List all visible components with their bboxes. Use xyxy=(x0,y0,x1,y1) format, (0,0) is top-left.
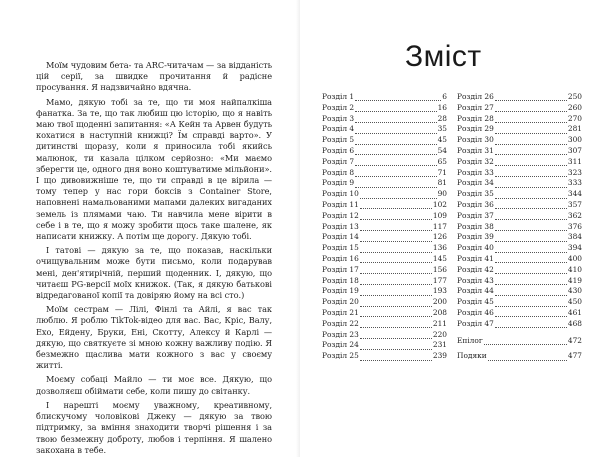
toc-entry-page-number: 71 xyxy=(437,167,447,177)
toc-leader-dots xyxy=(495,299,567,307)
toc-leader-dots xyxy=(355,169,436,177)
toc-entry[interactable] xyxy=(457,189,582,200)
toc-entry-label: Розділ 9 xyxy=(322,178,355,188)
toc-entry-label: Епілог xyxy=(457,335,483,345)
toc-entry-label: Розділ 43 xyxy=(457,275,494,285)
toc-entry-label: Розділ 30 xyxy=(457,135,494,145)
toc-leader-dots xyxy=(495,212,567,220)
toc-entry-label: Розділ 7 xyxy=(322,156,355,166)
toc-entry-label: Розділ 26 xyxy=(457,92,494,101)
paragraph: І нарешті моєму уважному, креативному, блискучому чоловікові Джеку — дякую за твою підтримку, за вміння знаходити творчі рішення і за твою безмежну доброту, любов і терпіння. Я шалено закохана в тебе. xyxy=(36,399,272,455)
acknowledgements-text xyxy=(36,60,272,459)
toc-entry-page-number: 208 xyxy=(432,307,447,317)
toc-entry-label: Розділ 32 xyxy=(457,156,494,166)
toc-entry-page-number: 419 xyxy=(567,275,582,285)
toc-entry[interactable] xyxy=(457,243,582,254)
acknowledgements-page xyxy=(0,0,300,457)
toc-leader-dots xyxy=(360,299,432,307)
toc-entry-page-number: 117 xyxy=(432,221,447,231)
toc-entry-label: Розділ 6 xyxy=(322,145,355,155)
toc-entry-page-number: 81 xyxy=(437,178,447,188)
toc-entry[interactable] xyxy=(322,276,447,287)
toc-leader-dots xyxy=(360,331,432,339)
toc-entry-page-number: 307 xyxy=(567,145,582,155)
toc-leader-dots xyxy=(360,266,432,274)
toc-entry-page-number: 450 xyxy=(567,297,582,307)
toc-entry-label: Розділ 35 xyxy=(457,189,494,199)
toc-leader-dots xyxy=(360,288,432,296)
toc-leader-dots xyxy=(495,126,567,134)
toc-leader-dots xyxy=(360,201,432,209)
toc-leader-dots xyxy=(495,288,567,296)
toc-entry-page-number: 376 xyxy=(567,221,582,231)
toc-entry-page-number: 472 xyxy=(567,335,582,345)
toc-entry[interactable] xyxy=(322,178,447,189)
toc-entry-label: Розділ 25 xyxy=(322,351,359,361)
toc-entry-page-number: 260 xyxy=(567,102,582,112)
toc-entry-page-number: 468 xyxy=(567,318,582,328)
toc-leader-dots xyxy=(360,277,432,285)
toc-entry-label: Розділ 39 xyxy=(457,232,494,242)
toc-entry[interactable] xyxy=(457,222,582,233)
toc-entry-page-number: 400 xyxy=(567,253,582,263)
toc-entry-page-number: 109 xyxy=(432,210,447,220)
toc-entry[interactable] xyxy=(457,103,582,114)
toc-leader-dots xyxy=(488,353,567,361)
toc-entry[interactable] xyxy=(457,254,582,265)
toc-entry-label: Розділ 37 xyxy=(457,210,494,220)
toc-entry-label: Розділ 34 xyxy=(457,178,494,188)
toc-leader-dots xyxy=(360,212,432,220)
toc-column-right xyxy=(457,92,582,362)
toc-entry[interactable] xyxy=(322,286,447,297)
toc-leader-dots xyxy=(355,126,436,134)
toc-leader-dots xyxy=(360,245,432,253)
toc-entry-label: Розділ 14 xyxy=(322,232,359,242)
toc-entry-label: Розділ 13 xyxy=(322,221,359,231)
toc-entry[interactable] xyxy=(322,103,447,114)
toc-leader-dots xyxy=(355,158,436,166)
toc-leader-dots xyxy=(360,309,432,317)
toc-leader-dots xyxy=(495,320,567,328)
toc-entry-page-number: 156 xyxy=(432,264,447,274)
toc-leader-dots xyxy=(495,158,567,166)
toc-entry[interactable] xyxy=(457,276,582,287)
toc-leader-dots xyxy=(495,137,567,145)
toc-entry-page-number: 126 xyxy=(432,232,447,242)
toc-leader-dots xyxy=(495,201,567,209)
toc-entry[interactable] xyxy=(322,114,447,125)
toc-leader-dots xyxy=(355,180,436,188)
toc-entry[interactable] xyxy=(457,351,582,362)
toc-entry[interactable] xyxy=(457,200,582,211)
toc-entry-page-number: 211 xyxy=(432,318,447,328)
toc-entry-label: Розділ 22 xyxy=(322,318,359,328)
toc-entry-label: Розділ 18 xyxy=(322,275,359,285)
toc-entry[interactable] xyxy=(322,168,447,179)
toc-entry[interactable] xyxy=(457,319,582,330)
toc-entry-page-number: 6 xyxy=(442,92,447,101)
toc-leader-dots xyxy=(495,115,567,123)
toc-entry[interactable] xyxy=(322,254,447,265)
toc-entry[interactable] xyxy=(457,232,582,243)
toc-entry-page-number: 300 xyxy=(567,135,582,145)
toc-entry[interactable] xyxy=(322,146,447,157)
toc-leader-dots xyxy=(355,104,436,112)
toc-leader-dots xyxy=(355,93,441,101)
toc-entry-page-number: 430 xyxy=(567,286,582,296)
toc-entry[interactable] xyxy=(457,114,582,125)
toc-entry-label: Розділ 20 xyxy=(322,297,359,307)
toc-entry-label: Розділ 10 xyxy=(322,189,359,199)
toc-entry-label: Подяки xyxy=(457,351,487,361)
toc-entry-label: Розділ 36 xyxy=(457,199,494,209)
toc-entry-label: Розділ 29 xyxy=(457,124,494,134)
toc-entry[interactable] xyxy=(457,297,582,308)
toc-entry-label: Розділ 31 xyxy=(457,145,494,155)
toc-entry-page-number: 45 xyxy=(437,135,447,145)
toc-entry[interactable] xyxy=(457,336,582,347)
toc-leader-dots xyxy=(495,191,567,199)
toc-entry-page-number: 35 xyxy=(437,124,447,134)
toc-leader-dots xyxy=(360,320,432,328)
toc-entry-page-number: 357 xyxy=(567,199,582,209)
toc-entry-page-number: 477 xyxy=(567,351,582,361)
toc-entry[interactable] xyxy=(322,297,447,308)
toc-entry-label: Розділ 42 xyxy=(457,264,494,274)
toc-entry-label: Розділ 46 xyxy=(457,307,494,317)
toc-entry[interactable] xyxy=(457,157,582,168)
toc-entry[interactable] xyxy=(457,211,582,222)
toc-leader-dots xyxy=(495,245,567,253)
toc-entry-label: Розділ 4 xyxy=(322,124,355,134)
toc-entry-label: Розділ 12 xyxy=(322,210,359,220)
toc-entry-page-number: 270 xyxy=(567,113,582,123)
toc-entry[interactable] xyxy=(322,319,447,330)
toc-entry[interactable] xyxy=(322,222,447,233)
toc-entry-page-number: 281 xyxy=(567,124,582,134)
toc-entry[interactable] xyxy=(457,124,582,135)
toc-entry-label: Розділ 40 xyxy=(457,243,494,253)
toc-entry-label: Розділ 23 xyxy=(322,329,359,339)
toc-leader-dots xyxy=(360,191,437,199)
paragraph: Моїм чудовим бета- та ARC-читачам — за відданість цій серії, за швидке прочитання й радісне просування. Я надзвичайно вдячна. xyxy=(36,60,272,93)
toc-entry[interactable] xyxy=(322,243,447,254)
toc-leader-dots xyxy=(495,266,567,274)
toc-entry[interactable] xyxy=(457,146,582,157)
toc-column-left xyxy=(322,92,447,362)
toc-entry-label: Розділ 2 xyxy=(322,102,355,112)
toc-leader-dots xyxy=(495,234,567,242)
toc-entry-label: Розділ 5 xyxy=(322,135,355,145)
toc-entry-page-number: 136 xyxy=(432,243,447,253)
toc-entry[interactable] xyxy=(322,211,447,222)
toc-entry-page-number: 333 xyxy=(567,178,582,188)
toc-entry-page-number: 102 xyxy=(432,199,447,209)
toc-leader-dots xyxy=(360,255,432,263)
toc-entry[interactable] xyxy=(457,92,582,103)
toc-entry-page-number: 394 xyxy=(567,243,582,253)
toc-entry-label: Розділ 21 xyxy=(322,307,359,317)
toc-entry-label: Розділ 8 xyxy=(322,167,355,177)
toc-leader-dots xyxy=(495,223,567,231)
toc-entry-page-number: 65 xyxy=(437,156,447,166)
toc-entry[interactable] xyxy=(457,308,582,319)
toc-entry-page-number: 362 xyxy=(567,210,582,220)
toc-leader-dots xyxy=(355,115,436,123)
toc-entry-label: Розділ 15 xyxy=(322,243,359,253)
toc-entry-label: Розділ 47 xyxy=(457,318,494,328)
toc-entry-label: Розділ 33 xyxy=(457,167,494,177)
toc-entry-label: Розділ 44 xyxy=(457,286,494,296)
toc-entry-page-number: 231 xyxy=(432,340,447,350)
toc-entry-page-number: 323 xyxy=(567,167,582,177)
toc-leader-dots xyxy=(495,180,567,188)
toc-leader-dots xyxy=(355,147,436,155)
toc-leader-dots xyxy=(355,137,436,145)
toc-entry-page-number: 311 xyxy=(567,156,582,166)
toc-entry[interactable] xyxy=(322,189,447,200)
paragraph: І татові — дякую за те, що показав, наскільки очищувальним може бути письмо, коли подарував мені, ден'ятирічній, перший щоденник. І, дякую, що читаєш PG-версії моїх книжок. (Так, я дякую батькові відредагованої копії та довіряю йому на всі сто.) xyxy=(36,245,272,301)
toc-entry[interactable] xyxy=(322,92,447,103)
toc-entry-label: Розділ 11 xyxy=(322,199,359,209)
toc-entry[interactable] xyxy=(457,135,582,146)
toc-entry-page-number: 344 xyxy=(567,189,582,199)
toc-entry-label: Розділ 41 xyxy=(457,253,494,263)
toc-leader-dots xyxy=(495,277,567,285)
toc-leader-dots xyxy=(495,255,567,263)
toc-entry[interactable] xyxy=(457,168,582,179)
toc-entry-page-number: 145 xyxy=(432,253,447,263)
toc-leader-dots xyxy=(495,309,567,317)
toc-leader-dots xyxy=(360,234,432,242)
toc-entry-label: Розділ 1 xyxy=(322,92,355,101)
toc-entry[interactable] xyxy=(322,308,447,319)
toc-entry-page-number: 200 xyxy=(432,297,447,307)
toc-entry-page-number: 193 xyxy=(432,286,447,296)
toc-entry-page-number: 28 xyxy=(437,113,447,123)
toc-entry-label: Розділ 3 xyxy=(322,113,355,123)
toc-entry-page-number: 410 xyxy=(567,264,582,274)
toc-entry[interactable] xyxy=(322,232,447,243)
toc-entry-label: Розділ 28 xyxy=(457,113,494,123)
toc-leader-dots xyxy=(484,337,567,345)
toc-entry-label: Розділ 17 xyxy=(322,264,359,274)
toc-leader-dots xyxy=(495,93,567,101)
toc-entry[interactable] xyxy=(457,286,582,297)
toc-entry[interactable] xyxy=(322,124,447,135)
toc-entry-page-number: 177 xyxy=(432,275,447,285)
toc-entry[interactable] xyxy=(322,351,447,362)
toc-entry[interactable] xyxy=(322,157,447,168)
toc-entry-label: Розділ 38 xyxy=(457,221,494,231)
toc-leader-dots xyxy=(360,223,432,231)
toc-leader-dots xyxy=(495,104,567,112)
paragraph: Моєму собаці Майло — ти моє все. Дякую, що дозволяєш обіймати себе, коли пишу до світанку. xyxy=(36,374,272,396)
toc-entry-label: Розділ 45 xyxy=(457,297,494,307)
toc-entry-label: Розділ 27 xyxy=(457,102,494,112)
paragraph: Моїм сестрам — Лілі, Фінлі та Айлі, я вас так люблю. Я роблю TikTok-відео для вас. Вас, Кріс, Валу, Ехо, Ейдену, Бруки, Ені, Скотту, Алексу й Карлі — дякую, що святкуєте зі мною кожну важливу подію. Я безмежно щаслива мати кожного з вас у своєму житті. xyxy=(36,304,272,371)
toc-entry-page-number: 239 xyxy=(432,351,447,361)
toc-entry[interactable] xyxy=(322,200,447,211)
paragraph: Мамо, дякую тобі за те, що ти моя найпалкіша фанатка. За те, що так любиш цю історію, що я навіть маю твої щоденні запитання: «А Кейн та Арвен будуть кохатися в наступній книжці? Їм справді варто». У дитинстві щоразу, коли я приносила тобі якийсь малюнок, ти казала цілком серйозно: «Ми маємо зберегти це, одного дня воно коштуватиме мільйони». І що дивовижніше те, що ти справді в це вірила — тому тепер у нас гори боксів з Container Store, наповнені намальованими мапами далеких вигаданих земель із плямами чаю. Ти навчила мене вірити в себе і в те, що я можу зробити щось таке шалене, як написати книжку. А потім ще дорогу. Дякую тобі. xyxy=(36,96,272,242)
toc-entry-label: Розділ 16 xyxy=(322,253,359,263)
toc-entry-page-number: 384 xyxy=(567,232,582,242)
toc-entry-page-number: 54 xyxy=(437,145,447,155)
toc-entry-label: Розділ 24 xyxy=(322,340,359,350)
toc-entry[interactable] xyxy=(322,340,447,351)
toc-entry[interactable] xyxy=(322,330,447,341)
page-title: Зміст xyxy=(405,40,482,73)
toc-entry-label: Розділ 19 xyxy=(322,286,359,296)
toc-entry[interactable] xyxy=(322,135,447,146)
toc-leader-dots xyxy=(360,353,432,361)
toc-entry-page-number: 461 xyxy=(567,307,582,317)
toc-entry-page-number: 90 xyxy=(437,189,447,199)
toc-entry[interactable] xyxy=(457,178,582,189)
toc-leader-dots xyxy=(495,169,567,177)
toc-entry[interactable] xyxy=(457,265,582,276)
toc-leader-dots xyxy=(495,147,567,155)
toc-entry-page-number: 250 xyxy=(567,92,582,101)
toc-entry-page-number: 220 xyxy=(432,329,447,339)
toc-entry[interactable] xyxy=(322,265,447,276)
toc-leader-dots xyxy=(360,342,432,350)
toc-entry-page-number: 16 xyxy=(437,102,447,112)
